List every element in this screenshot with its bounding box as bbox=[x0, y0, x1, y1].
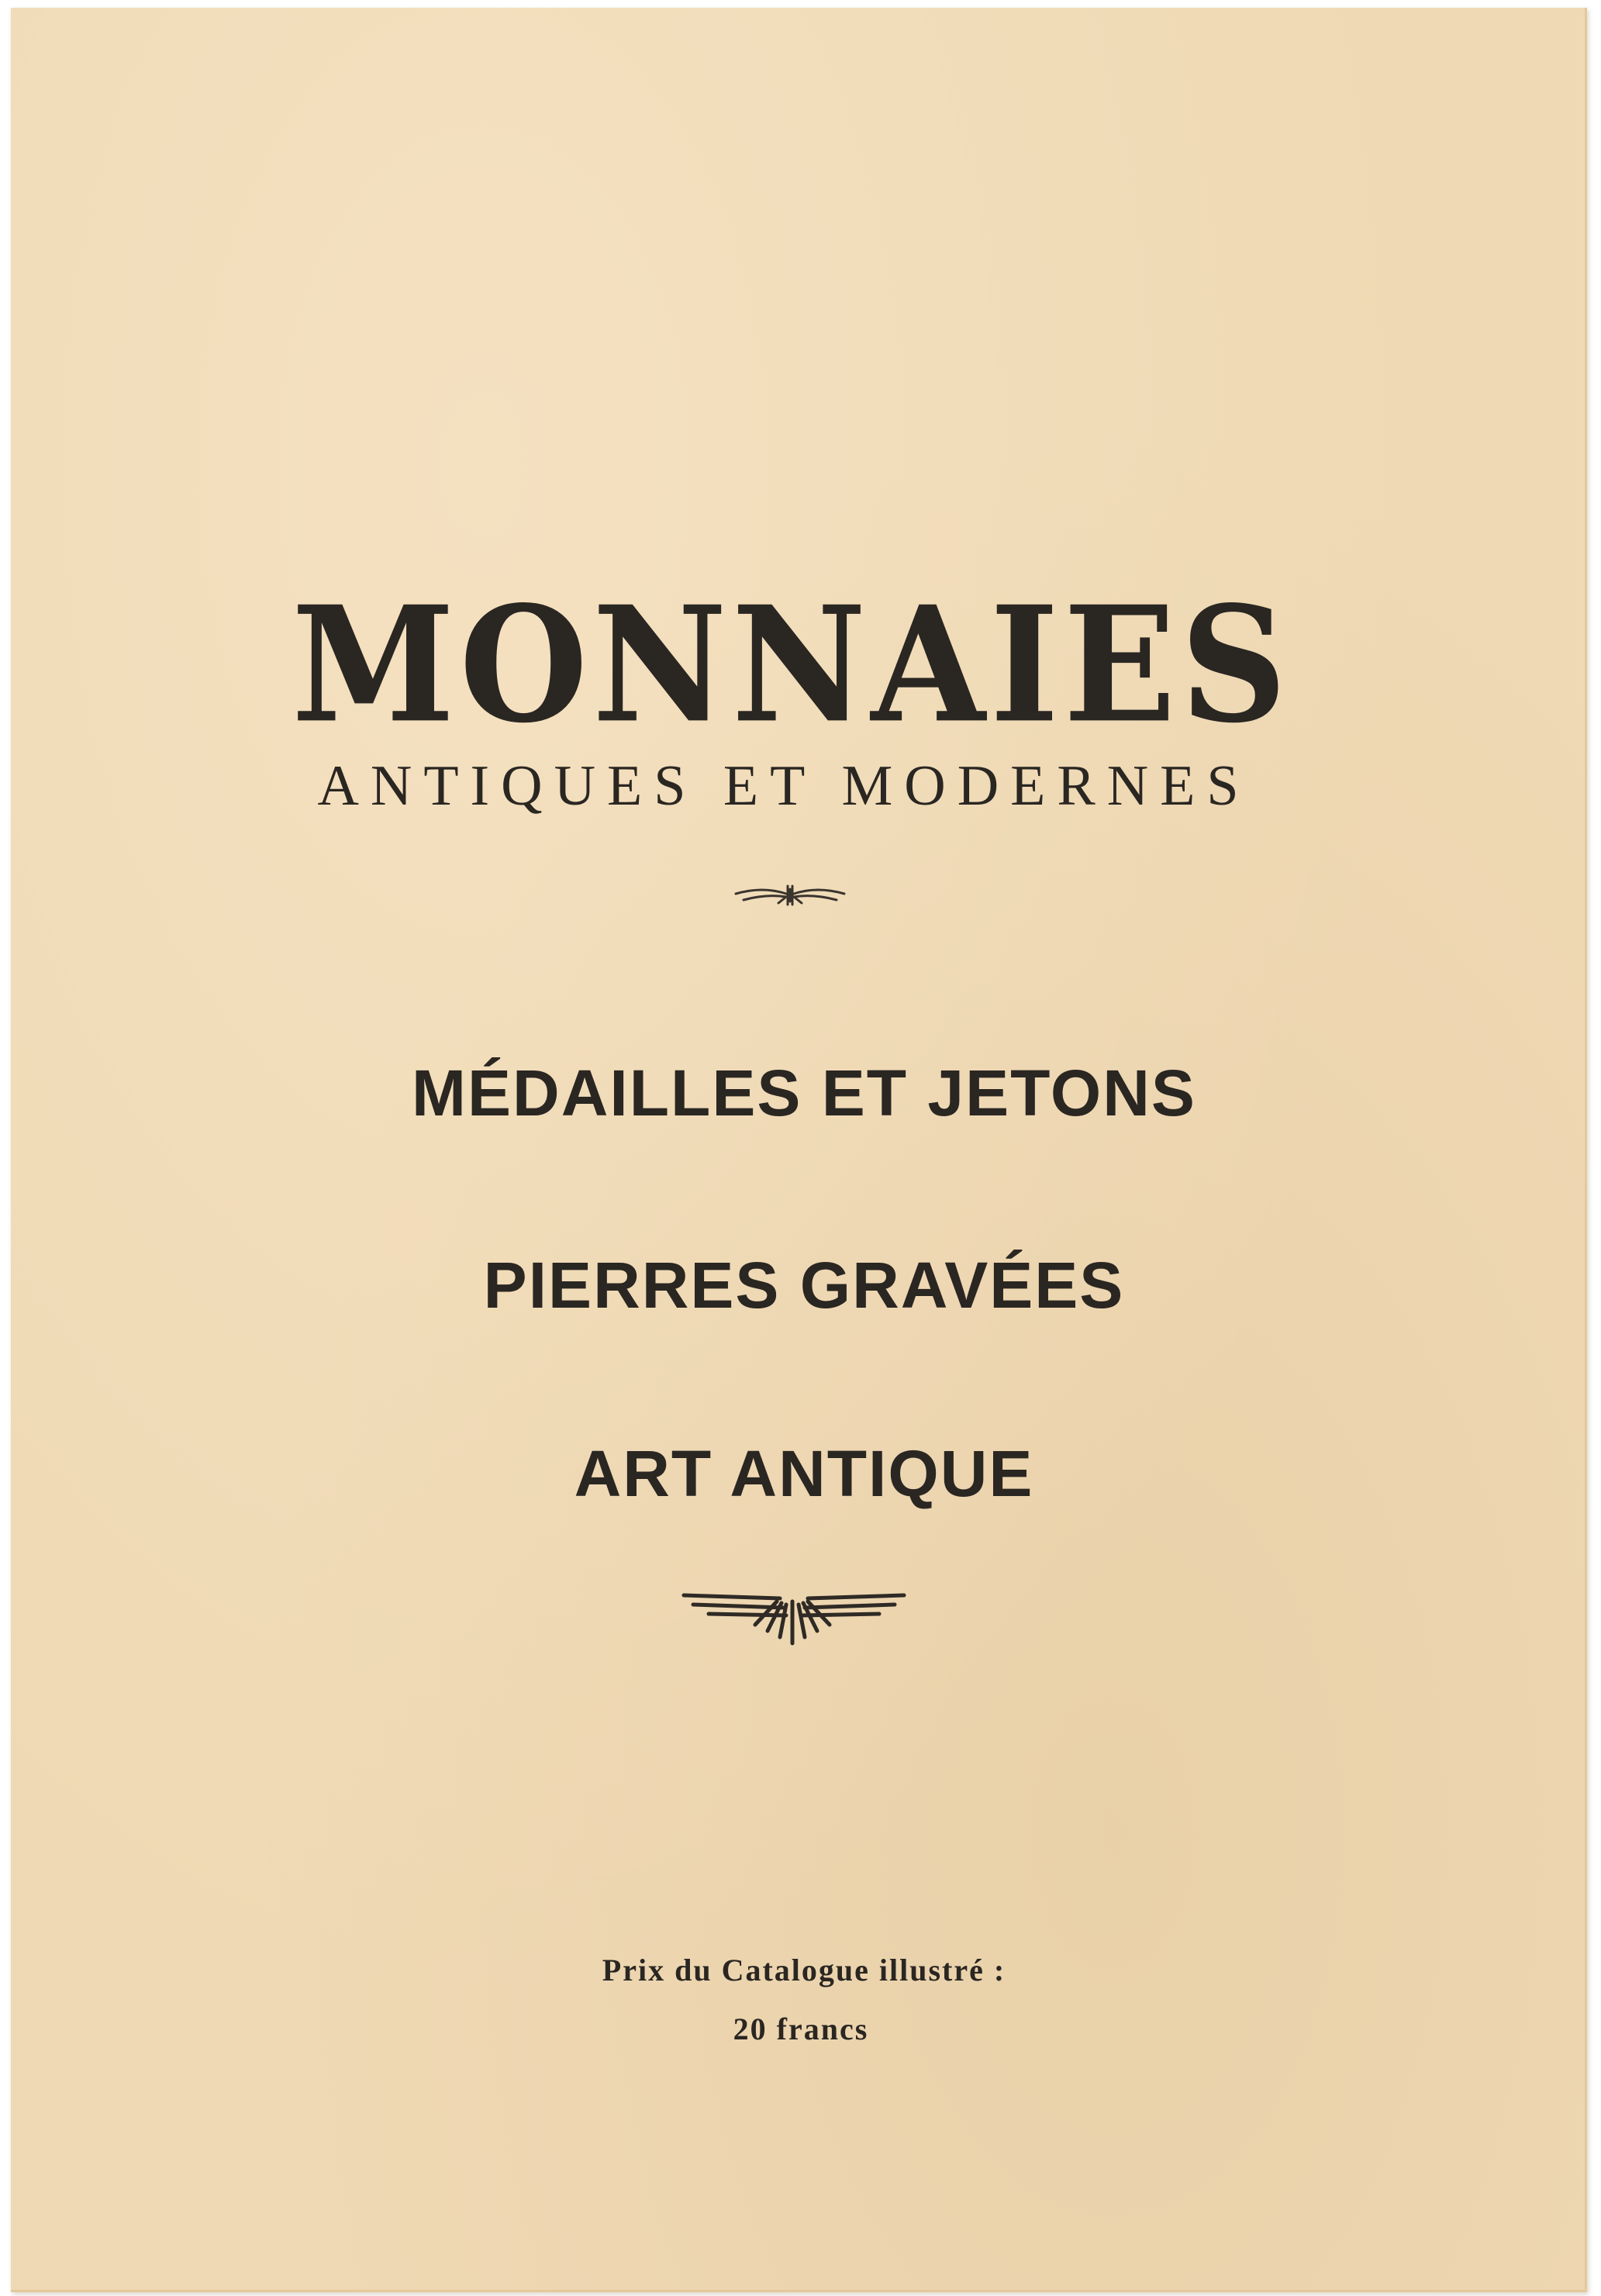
price-value: 20 francs bbox=[733, 2012, 869, 2046]
small-fleuron-ornament-icon bbox=[732, 880, 848, 911]
heading-medailles-jetons: MÉDAILLES ET JETONS bbox=[412, 1057, 1196, 1129]
price-label: Prix du Catalogue illustré : bbox=[602, 1953, 1006, 1987]
sunburst-ornament-icon bbox=[678, 1586, 910, 1648]
cover-subtitle: ANTIQUES ET MODERNES bbox=[317, 754, 1251, 818]
heading-pierres-gravees: PIERRES GRAVÉES bbox=[483, 1249, 1125, 1322]
catalogue-cover bbox=[11, 8, 1587, 2292]
heading-art-antique: ART ANTIQUE bbox=[574, 1437, 1034, 1510]
cover-title: MONNAIES bbox=[292, 571, 1292, 758]
